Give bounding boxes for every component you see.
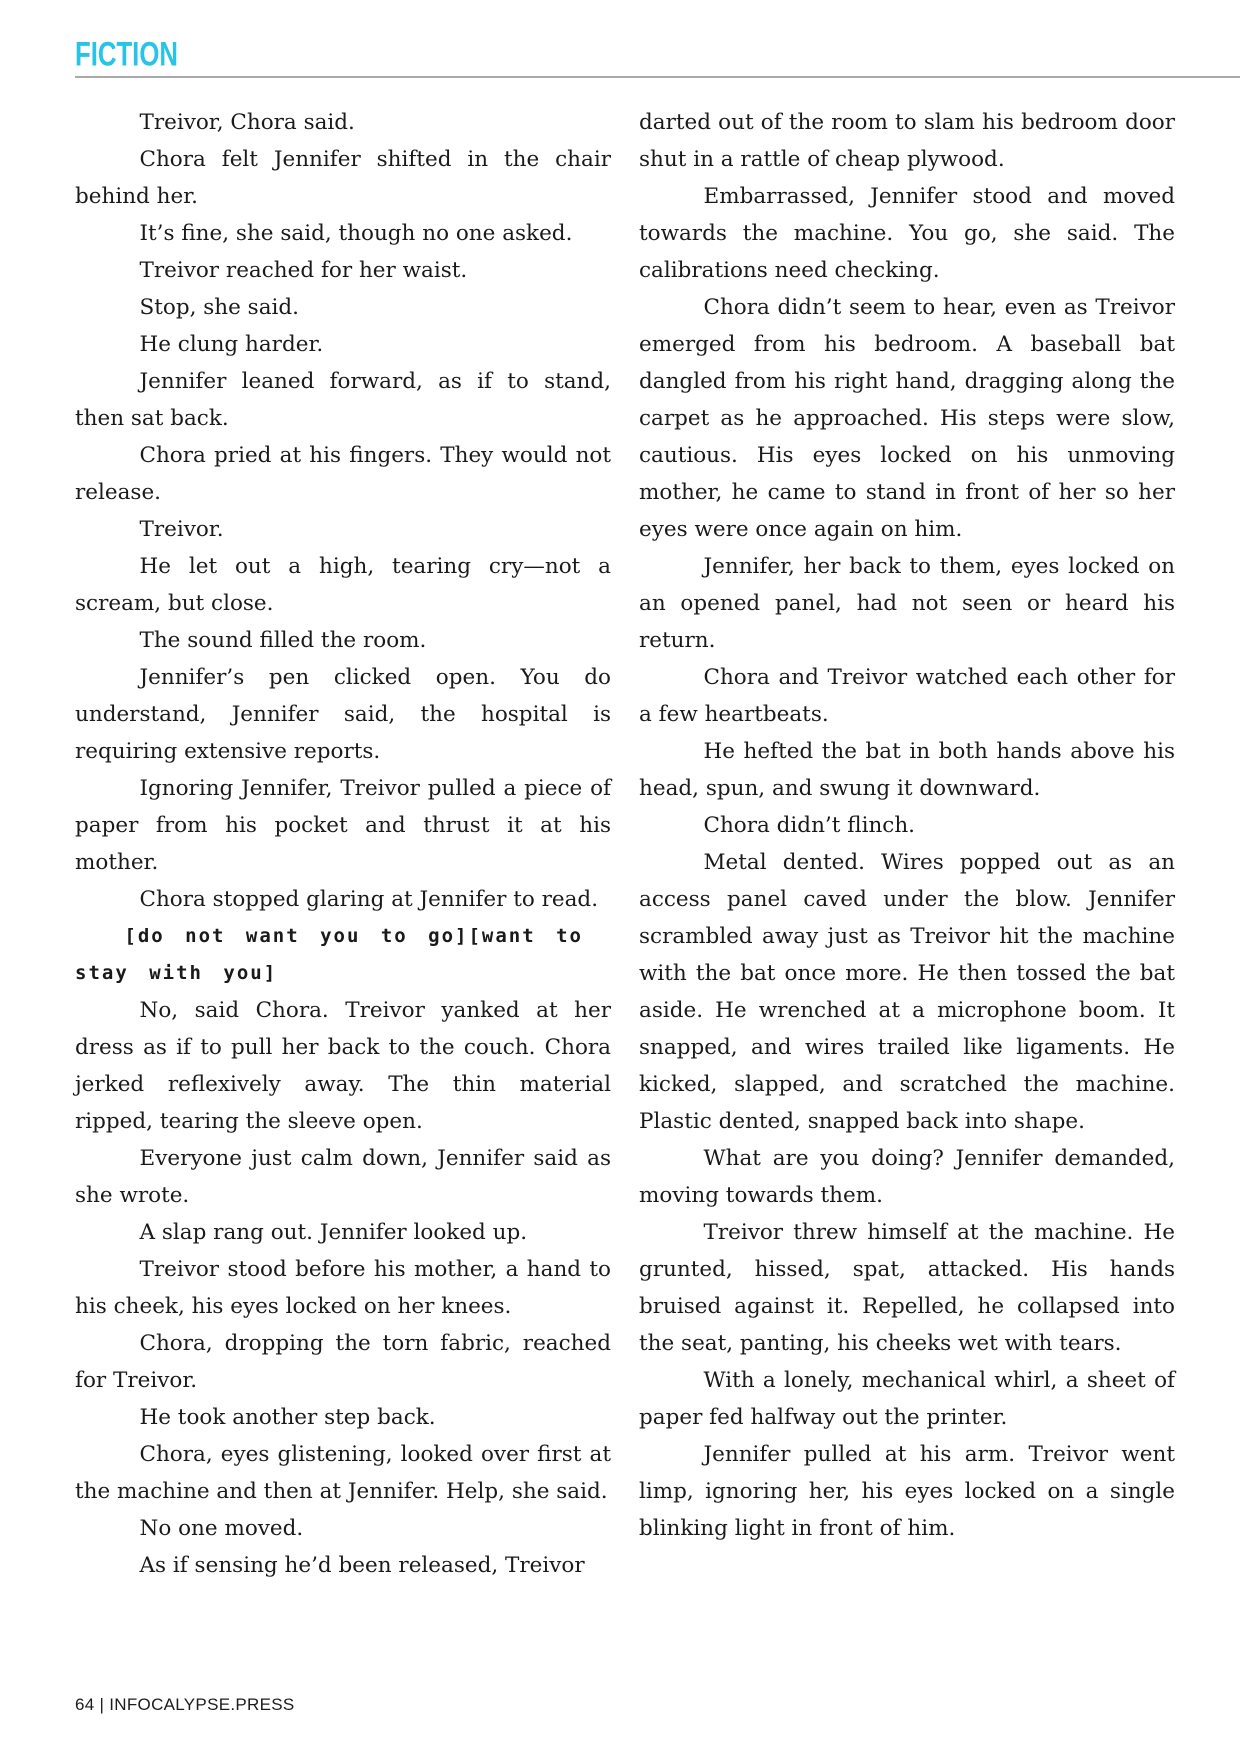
story-paragraph: He let out a high, tearing cry—not a scream, but close.	[75, 554, 611, 616]
story-paragraph: Jennifer leaned forward, as if to stand, then sat back.	[75, 369, 611, 431]
story-paragraph: Metal dented. Wires popped out as an access panel caved under the blow. Jennifer scrambled away just as Treivor hit the machine with the bat once more. He then tossed the bat aside. He wrenched at a microphone boom. It snapped, and wires trailed like ligaments. He kicked, slapped, and scratched the machine. Plastic dented, snapped back into shape.	[639, 850, 1175, 1134]
story-paragraph: Chora felt Jennifer shifted in the chair behind her.	[75, 147, 611, 209]
story-paragraph: Chora, eyes glistening, looked over first at the machine and then at Jennifer. Help, she said.	[75, 1442, 611, 1504]
story-paragraph: Chora stopped glaring at Jennifer to read.	[139, 887, 599, 912]
page-number-footer: 64 | INFOCALYPSE.PRESS	[75, 1695, 295, 1714]
header-divider-rule	[75, 76, 1240, 78]
story-paragraph: Chora didn’t flinch.	[703, 813, 916, 838]
story-paragraph: He clung harder.	[139, 332, 324, 357]
story-paragraph: No one moved.	[139, 1516, 304, 1541]
story-paragraph: Chora didn’t seem to hear, even as Treivor emerged from his bedroom. A baseball bat dangled from his right hand, dragging along the carpet as he approached. His steps were slow, cautious. His eyes locked on his unmoving mother, he came to stand in front of her so her eyes were once again on him.	[639, 295, 1175, 542]
story-paragraph: With a lonely, mechanical whirl, a sheet of paper fed halfway out the printer.	[639, 1368, 1175, 1430]
machine-printout-text: [do not want you to go][want to stay with you]	[75, 925, 583, 984]
story-paragraph: The sound filled the room.	[139, 628, 427, 653]
right-text-column	[639, 104, 1175, 1584]
story-paragraph: It’s fine, she said, though no one asked.	[139, 221, 573, 246]
story-paragraph: Chora and Treivor watched each other for a few heartbeats.	[639, 665, 1175, 727]
left-text-column	[75, 104, 611, 1584]
section-title-fiction: FICTION	[75, 34, 178, 73]
story-paragraph: darted out of the room to slam his bedroom door shut in a rattle of cheap plywood.	[639, 110, 1175, 172]
story-paragraph: Stop, she said.	[139, 295, 300, 320]
story-paragraph: Treivor, Chora said.	[139, 110, 355, 135]
story-paragraph: Treivor reached for her waist.	[139, 258, 468, 283]
story-paragraph: Treivor threw himself at the machine. He grunted, hissed, spat, attacked. His hands bruised against it. Repelled, he collapsed into the seat, panting, his cheeks wet with tears.	[639, 1220, 1175, 1356]
story-paragraph: Chora pried at his fingers. They would not release.	[75, 443, 611, 505]
story-paragraph: He took another step back.	[139, 1405, 436, 1430]
story-paragraph: As if sensing he’d been released, Treivor	[139, 1553, 585, 1578]
story-paragraph: Everyone just calm down, Jennifer said as she wrote.	[75, 1146, 611, 1208]
story-paragraph: Treivor.	[139, 517, 224, 542]
story-paragraph: He hefted the bat in both hands above his head, spun, and swung it downward.	[639, 739, 1175, 801]
story-paragraph: Jennifer, her back to them, eyes locked on an opened panel, had not seen or heard his return.	[639, 554, 1175, 653]
story-paragraph: Ignoring Jennifer, Treivor pulled a piece of paper from his pocket and thrust it at his mother.	[75, 776, 611, 875]
story-paragraph: No, said Chora. Treivor yanked at her dress as if to pull her back to the couch. Chora jerked reflexively away. The thin material ripped, tearing the sleeve open.	[75, 998, 611, 1134]
story-paragraph: Embarrassed, Jennifer stood and moved towards the machine. You go, she said. The calibrations need checking.	[639, 184, 1175, 283]
story-paragraph: A slap rang out. Jennifer looked up.	[139, 1220, 528, 1245]
story-paragraph: Jennifer’s pen clicked open. You do understand, Jennifer said, the hospital is requiring extensive reports.	[75, 665, 611, 764]
story-text-columns	[75, 104, 1175, 1584]
story-paragraph: Jennifer pulled at his arm. Treivor went limp, ignoring her, his eyes locked on a single blinking light in front of him.	[639, 1442, 1175, 1541]
story-paragraph: Treivor stood before his mother, a hand to his cheek, his eyes locked on her knees.	[75, 1257, 611, 1319]
story-paragraph: What are you doing? Jennifer demanded, moving towards them.	[639, 1146, 1175, 1208]
story-paragraph: Chora, dropping the torn fabric, reached for Treivor.	[75, 1331, 611, 1393]
